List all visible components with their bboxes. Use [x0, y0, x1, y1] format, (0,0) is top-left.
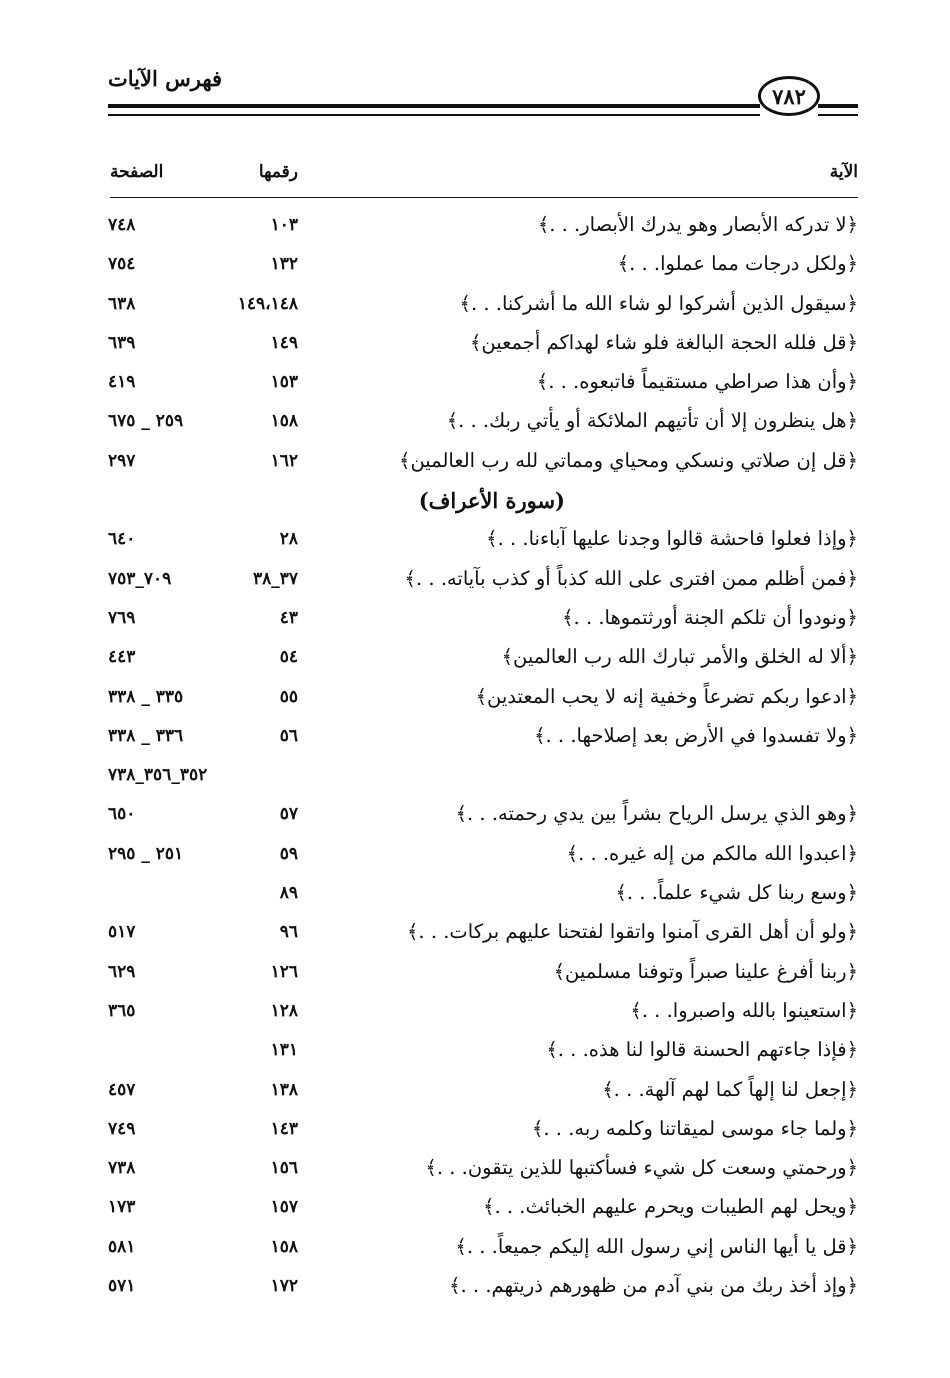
verse-number: ٩٦: [279, 922, 298, 943]
verse-text: ﴿استعينوا بالله واصبروا. . .﴾: [630, 998, 858, 1022]
table-row: [0, 840, 950, 879]
page-reference: ٣٣٥ _ ٣٣٨: [108, 686, 184, 707]
verse-text: ﴿وإذ أخذ ربك من بني آدم من ظهورهم ذريتهم. . .﴾: [449, 1274, 858, 1298]
page-reference: ٦٣٩: [108, 332, 136, 353]
table-row: [0, 407, 950, 446]
page-reference: ٧٤٩: [108, 1118, 136, 1139]
page-reference: ٤١٩: [108, 372, 136, 393]
page-reference: ٣٦٥: [108, 1000, 136, 1021]
page-reference: ٤٤٣: [108, 647, 136, 668]
page-reference: ٥٧١: [108, 1276, 136, 1297]
header-rule-right-thin: [818, 114, 858, 116]
table-row: [0, 643, 950, 682]
page-reference: ٧٤٨: [108, 215, 136, 235]
column-header-page: الصفحة: [110, 162, 164, 182]
surah-heading-row: [0, 486, 950, 525]
column-header-verse: الآية: [829, 162, 858, 182]
verse-text: ﴿وإذا فعلوا فاحشة قالوا وجدنا عليها آباءنا. . .﴾: [486, 527, 858, 551]
table-row: [0, 761, 950, 800]
table-row: [0, 368, 950, 407]
verse-text: ﴿وسع ربنا كل شيء علماً. . .﴾: [615, 881, 858, 905]
table-row: [0, 565, 950, 604]
verse-number: ١٠٣: [270, 215, 298, 235]
page-reference: ٧٣٨: [108, 1158, 136, 1179]
verse-text: ﴿هل ينظرون إلا أن تأتيهم الملائكة أو يأتي ربك. . .﴾: [446, 409, 858, 433]
verse-text: ﴿ونودوا أن تلكم الجنة أورثتموها. . .﴾: [562, 605, 858, 629]
page-reference: ٧٥٤: [108, 254, 136, 275]
verse-text: ﴿قل إن صلاتي ونسكي ومحياي ومماتي لله رب العالمين﴾: [399, 448, 858, 472]
page-reference: ٢٥١ _ ٢٩٥: [108, 843, 184, 864]
page-reference: ٣٥٢_٣٥٦_٧٣٨: [108, 765, 208, 786]
verse-text: ﴿اعبدوا الله مالكم من إله غيره. . .﴾: [566, 841, 858, 865]
verse-number: ١٥٣: [270, 372, 298, 393]
verse-text: ﴿ولو أن أهل القرى آمنوا واتقوا لفتحنا عليهم بركات. . .﴾: [407, 920, 858, 944]
table-row: [0, 722, 950, 761]
page-reference: ٥١٧: [108, 922, 136, 943]
header-rule-thin: [108, 114, 760, 116]
page-reference: ٤٥٧: [108, 1079, 136, 1100]
verse-number: ١٥٧: [270, 1197, 298, 1218]
table-row: [0, 211, 950, 250]
verse-number: ١٦٢: [270, 450, 298, 471]
column-header-number: رقمها: [258, 162, 298, 182]
verse-text: ﴿وأن هذا صراطي مستقيماً فاتبعوه. . .﴾: [536, 370, 858, 394]
table-row: [0, 1036, 950, 1075]
verse-text: ﴿ورحمتي وسعت كل شيء فسأكتبها للذين يتقون. . .﴾: [425, 1156, 858, 1180]
table-row: [0, 1154, 950, 1193]
table-row: [0, 604, 950, 643]
verse-number: ١٤٩،١٤٨: [237, 293, 298, 314]
page-reference: ٦٢٩: [108, 961, 136, 982]
page-number-badge: ٧٨٢: [758, 76, 820, 116]
verse-index-table: [0, 211, 950, 1311]
table-row: [0, 1272, 950, 1311]
verse-text: ﴿قل يا أيها الناس إني رسول الله إليكم جميعاً. . .﴾: [455, 1234, 858, 1258]
table-row: [0, 1233, 950, 1272]
page-reference: ٢٩٧: [108, 450, 136, 471]
table-row: [0, 800, 950, 839]
verse-number: ٣٧_٣٨: [252, 568, 298, 589]
page-reference: ٦٤٠: [108, 529, 136, 550]
verse-text: ﴿قل فلله الحجة البالغة فلو شاء لهداكم أجمعين﴾: [469, 330, 858, 354]
page-reference: ٧٦٩: [108, 607, 136, 628]
verse-number: ١٥٦: [270, 1158, 298, 1179]
verse-text: ﴿ألا له الخلق والأمر تبارك الله رب العالمين﴾: [501, 645, 858, 669]
verse-text: ﴿لا تدركه الأبصار وهو يدرك الأبصار. . .﴾: [537, 213, 858, 236]
verse-number: ١٧٢: [270, 1276, 298, 1297]
verse-text: ﴿ويحل لهم الطيبات ويحرم عليهم الخبائث. . .﴾: [483, 1195, 858, 1219]
verse-number: ١٤٣: [270, 1118, 298, 1139]
verse-number: ٨٩: [279, 883, 298, 904]
header-rule-thick: [108, 104, 760, 108]
verse-number: ١٤٩: [270, 332, 298, 353]
header-rule-right-thick: [818, 104, 858, 108]
verse-text: ﴿إجعل لنا إلهاً كما لهم آلهة. . .﴾: [602, 1077, 858, 1101]
table-row: [0, 918, 950, 957]
verse-number: ١٥٨: [270, 411, 298, 432]
running-title: فهرس الآيات: [108, 66, 223, 91]
verse-text: ﴿ولا تفسدوا في الأرض بعد إصلاحها. . .﴾: [534, 723, 858, 747]
table-row: [0, 329, 950, 368]
surah-heading: (سورة الأعراف): [418, 488, 565, 514]
verse-number: ١٣٨: [270, 1079, 298, 1100]
table-row: [0, 879, 950, 918]
verse-number: ٥٥: [279, 686, 298, 707]
page-reference: ٦٣٨: [108, 293, 136, 314]
table-row: [0, 683, 950, 722]
verse-text: ﴿ولكل درجات مما عملوا. . .﴾: [617, 252, 858, 276]
table-row: [0, 1076, 950, 1115]
verse-number: ١٣١: [270, 1040, 298, 1061]
page-reference: ٥٨١: [108, 1236, 136, 1257]
verse-text: ﴿ادعوا ربكم تضرعاً وخفية إنه لا يحب المعتدين﴾: [475, 684, 858, 708]
table-row: [0, 525, 950, 564]
verse-number: ٥٩: [279, 843, 298, 864]
verse-number: ١٢٨: [270, 1000, 298, 1021]
verse-number: ٥٧: [279, 804, 298, 825]
verse-text: ﴿ربنا أفرغ علينا صبراً وتوفنا مسلمين﴾: [553, 959, 858, 983]
page-reference: ٢٥٩ _ ٦٧٥: [108, 411, 184, 432]
verse-number: ١٢٦: [270, 961, 298, 982]
verse-number: ٥٤: [279, 647, 298, 668]
page-reference: ١٧٣: [108, 1197, 136, 1218]
table-row: [0, 1193, 950, 1232]
verse-text: ﴿فإذا جاءتهم الحسنة قالوا لنا هذه. . .﴾: [546, 1038, 858, 1062]
verse-text: ﴿سيقول الذين أشركوا لو شاء الله ما أشركنا. . .﴾: [459, 291, 858, 315]
page-reference: ٧٠٩_٧٥٣: [108, 568, 172, 589]
verse-text: ﴿فمن أظلم ممن افترى على الله كذباً أو كذب بآياته. . .﴾: [404, 566, 858, 590]
page-reference: ٦٥٠: [108, 804, 136, 825]
verse-text: ﴿ولما جاء موسى لميقاتنا وكلمه ربه. . .﴾: [531, 1116, 858, 1140]
verse-number: ٢٨: [279, 529, 298, 550]
verse-number: ١٣٢: [270, 254, 298, 275]
verse-number: ٥٦: [279, 725, 298, 746]
table-row: [0, 447, 950, 486]
page-reference: ٣٣٦ _ ٣٣٨: [108, 725, 184, 746]
table-row: [0, 250, 950, 289]
table-row: [0, 290, 950, 329]
table-row: [0, 997, 950, 1036]
column-header-rule: [110, 197, 858, 198]
verse-text: ﴿وهو الذي يرسل الرياح بشراً بين يدي رحمته. . .﴾: [455, 802, 858, 826]
verse-number: ١٥٨: [270, 1236, 298, 1257]
table-row: [0, 1115, 950, 1154]
verse-number: ٤٣: [279, 607, 298, 628]
table-row: [0, 958, 950, 997]
